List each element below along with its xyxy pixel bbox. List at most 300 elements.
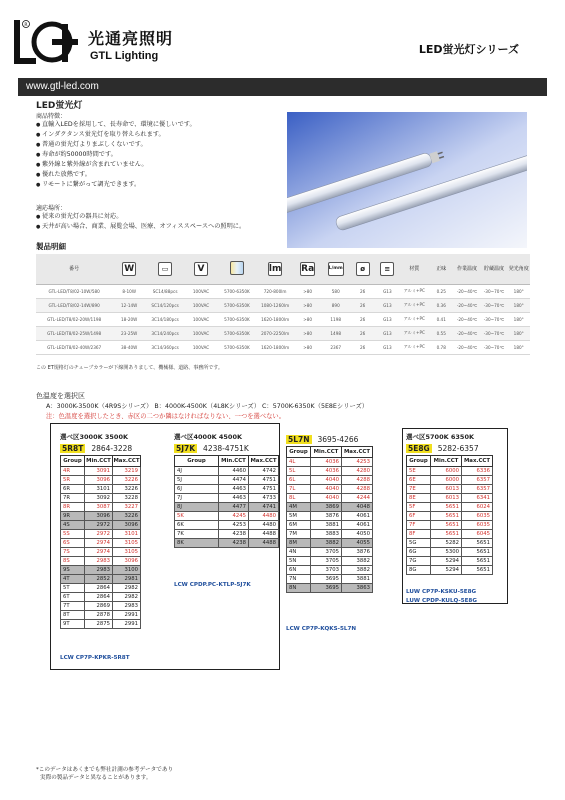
cct-cell: 3096 [113,521,141,530]
cct-cell: 3695 [311,575,342,584]
spec-cell: 12-14W [112,298,146,312]
cct-cell: 2974 [85,539,113,548]
spec-cell: -30~70℃ [481,326,508,340]
cct-cell: 2972 [85,521,113,530]
cct-row [61,503,141,512]
spec-cell: 0.55 [429,326,454,340]
color-temp-title: 色温度を選択区 [36,392,85,400]
cct-cell: 6035 [462,512,493,521]
part-number: LCW CP7P-KQKS-5L7N [286,626,357,632]
cct-cell: 4T [61,575,85,584]
cct-cell: 5651 [431,530,462,539]
cct-cell: 4238 [219,530,249,539]
cct-cell: 6000 [431,467,462,476]
cct-row [287,557,373,566]
cct-header-cell: Group [287,447,311,458]
cct-cell: 8M [287,539,311,548]
spec-cell: 100VAC [184,298,218,312]
spec-cell: 3C14/360pcs [146,340,184,354]
cct-block-5e8g [406,432,493,575]
header-beam-angle: 発光角度 [507,254,530,284]
cct-row [287,476,373,485]
cct-header-cell: Group [61,456,85,467]
spec-cell: -30~70℃ [481,284,508,298]
cct-cell: 6035 [462,521,493,530]
spec-cell: -20~40℃ [454,340,481,354]
cct-header-cell: Min.CCT [431,456,462,467]
cct-cell: 2982 [113,584,141,593]
spec-row [36,298,530,312]
cct-row [407,467,493,476]
spec-cell: 8-10W [112,284,146,298]
cct-row [407,494,493,503]
cct-cell: 4048 [342,503,373,512]
bin-code: 5J7K [176,444,196,453]
spec-cell: 5700-6350K [218,298,256,312]
cct-cell: 4R [61,467,85,476]
cct-cell: 2991 [113,611,141,620]
cct-cell: 8J [175,503,219,512]
spec-cell: 26 [350,326,375,340]
cct-cell: 4245 [219,512,249,521]
cct-cell: 8G [407,566,431,575]
lumen-icon: lm [268,263,282,274]
cct-cell: 5651 [462,539,493,548]
led-chip-icon: ▭ [158,262,172,276]
cct-header-row [407,456,493,467]
cct-cell: 5F [407,503,431,512]
spec-cell: 5700-6350K [218,340,256,354]
cct-row [287,575,373,584]
cct-cell: 9R [61,512,85,521]
cct-cell: 5294 [431,566,462,575]
cct-cell: 3228 [113,494,141,503]
spec-cell: アルミ+PC [400,312,429,326]
spec-cell: SC14/88pcs [146,284,184,298]
cct-cell: 4742 [249,467,279,476]
spec-cell: >80 [294,298,321,312]
cct-header-row [175,456,279,467]
color-temp-options: A：3000K-3500K（4R9Sシリーズ） B：4000K-4500K（4L8Kシリーズ） C：5700K-6350K（5E8Eシリーズ） [46,403,369,410]
footer-line: 実際の製品データと異なることがあります。 [40,775,152,781]
cct-cell: 3092 [85,494,113,503]
cct-cell: 7T [61,602,85,611]
cct-row [287,584,373,593]
cct-cell: 4463 [219,494,249,503]
cct-cell: 3096 [85,512,113,521]
spec-cell: 3C14/240pcs [146,326,184,340]
wattage-icon: W [122,262,136,276]
cct-cell: 4280 [342,467,373,476]
cct-row [175,530,279,539]
cct-row [61,584,141,593]
cct-table [286,446,373,593]
cct-cell: 3101 [113,530,141,539]
cct-cell: 4036 [311,467,342,476]
cct-cell: 6M [287,521,311,530]
cct-cell: 7R [61,494,85,503]
cct-cell: 3869 [311,503,342,512]
diameter-icon: ø [356,262,370,276]
cct-row [287,467,373,476]
spec-cell: アルミ+PC [400,340,429,354]
cct-cell: 2983 [113,602,141,611]
cct-cell: 5E [407,467,431,476]
part-number: LUW CPDP-KULQ-5E8G [406,598,477,604]
cct-cell: 3226 [113,512,141,521]
cct-cell: 6013 [431,485,462,494]
cct-cell: 7L [287,485,311,494]
features-title: 商品特徴： [36,113,67,120]
cct-row [287,458,373,467]
cct-header-cell: Max.CCT [249,456,279,467]
cct-cell: 5651 [462,557,493,566]
spec-cell: 100VAC [184,326,218,340]
cct-cell: 9S [61,566,85,575]
feature-item: ● 紫外線と紫外線が含まれていません。 [36,160,196,170]
cct-cell: 5294 [431,557,462,566]
cct-header-cell: Min.CCT [85,456,113,467]
cct-cell: 3087 [85,503,113,512]
cct-cell: 6G [407,548,431,557]
cct-cell: 5K [175,512,219,521]
cct-cell: 8S [61,557,85,566]
spec-cell: 5700-6350K [218,326,256,340]
spec-cell: 180° [507,312,530,326]
cct-cell: 4460 [219,467,249,476]
cct-cell: 4M [287,503,311,512]
spec-cell: 0.25 [429,284,454,298]
cct-cell: 6T [61,593,85,602]
cct-row [61,476,141,485]
cct-cell: 7K [175,530,219,539]
spec-cell: 1620-1800lm [256,340,294,354]
cct-cell: 7F [407,521,431,530]
spec-table [36,254,530,355]
spec-header-row [36,254,530,284]
cct-cell: 3705 [311,557,342,566]
cct-cell: 5M [287,512,311,521]
cct-cell: 7S [61,548,85,557]
spec-cell: G13 [375,312,400,326]
cct-cell: 3881 [342,575,373,584]
cct-cell: 5L [287,467,311,476]
cct-row [61,467,141,476]
spec-cell: 180° [507,340,530,354]
cct-cell: 4477 [219,503,249,512]
cct-cell: 7J [175,494,219,503]
cct-row [175,485,279,494]
application-item: ● 天井が高い場合、商業、展覧会場、医療、オフィススペースへの照明に。 [36,222,245,232]
spec-cell: 18-20W [112,312,146,326]
cct-header-cell: Group [175,456,219,467]
cct-row [407,530,493,539]
header-net-weight: 正味 [429,254,454,284]
cct-cell: 6N [287,566,311,575]
cct-cell: 4751 [249,476,279,485]
cct-row [287,512,373,521]
cct-cell: 3705 [311,548,342,557]
spec-cell: アルミ+PC [400,298,429,312]
header-material: 材質 [400,254,429,284]
cct-cell: 3219 [113,467,141,476]
cct-row [407,476,493,485]
cct-cell: 4244 [342,494,373,503]
cct-header-cell: Min.CCT [311,447,342,458]
cct-block-5r8t [60,432,141,629]
cct-cell: 4S [61,521,85,530]
spec-cell: G13 [375,284,400,298]
cct-cell: 5T [61,584,85,593]
spec-cell: -20~40℃ [454,284,481,298]
spec-cell: 38-40W [112,340,146,354]
cct-cell: 7G [407,557,431,566]
cct-cell: 2875 [85,620,113,629]
length-icon: L/mm [328,262,344,276]
cct-cell: 2878 [85,611,113,620]
spec-cell: 580 [321,284,350,298]
led-tube-photo [287,112,527,248]
spec-cell: 26 [350,284,375,298]
spec-cell: GTL-LED/T8/02-40W/2367 [36,340,112,354]
spec-cell: 0.78 [429,340,454,354]
cct-row [61,512,141,521]
cct-cell: 4040 [311,494,342,503]
cct-cell: 4288 [342,476,373,485]
cct-cell: 3091 [85,467,113,476]
cct-cell: 2864 [85,593,113,602]
voltage-icon: V [194,262,208,276]
feature-item: ● リモートに繋がって調光できます。 [36,180,196,190]
cct-cell: 2983 [85,566,113,575]
part-number: LCW CPDP.PC-KTLP-5J7K [174,582,251,588]
spec-cell: 720-800lm [256,284,294,298]
cct-block-heading [406,444,493,453]
cct-cell: 2983 [85,557,113,566]
cct-header-cell: Max.CCT [113,456,141,467]
spec-cell: -20~40℃ [454,326,481,340]
cct-cell: 4238 [219,539,249,548]
cct-table [406,455,493,575]
cct-cell: 2981 [113,575,141,584]
cct-cell: 3882 [311,539,342,548]
spec-cell: 1080-1260lm [256,298,294,312]
spec-cell: >80 [294,284,321,298]
spec-cell: 26 [350,340,375,354]
spec-cell: アルミ+PC [400,326,429,340]
color-spectrum-icon [230,261,244,275]
cct-cell: 6013 [431,494,462,503]
cct-row [61,566,141,575]
cct-cell: 8K [175,539,219,548]
cct-cell: 4253 [219,521,249,530]
cct-row [61,530,141,539]
cct-cell: 3096 [85,476,113,485]
cct-cell: 4474 [219,476,249,485]
cct-row [175,476,279,485]
svg-text:R: R [24,23,28,28]
cct-cell: 6357 [462,485,493,494]
cct-cell: 4488 [249,539,279,548]
cct-cell: 4J [175,467,219,476]
spec-cell: 0.41 [429,312,454,326]
spec-cell: GTL-LED/T8/02-20W/1198 [36,312,112,326]
applications-list [36,212,245,232]
bin-code: 5L7N [288,435,310,444]
features-list [36,120,196,190]
cct-row [61,521,141,530]
footer-note [36,766,173,782]
cct-cell: 5N [287,557,311,566]
spec-cell: G13 [375,326,400,340]
cct-table [60,455,141,629]
cct-row [287,494,373,503]
cct-cell: 3703 [311,566,342,575]
cct-cell: 5R [61,476,85,485]
spec-cell: -30~70℃ [481,340,508,354]
cct-cell: 4036 [311,458,342,467]
bin-range: 5282-6357 [437,444,479,453]
cct-block-label: 選べ区4000K 4500K [174,433,243,441]
spec-cell: -20~40℃ [454,298,481,312]
spec-cell: 180° [507,326,530,340]
cct-cell: 4288 [342,485,373,494]
cct-cell: 9T [61,620,85,629]
cct-row [287,521,373,530]
cct-cell: 5651 [431,503,462,512]
spec-cell: 1198 [321,312,350,326]
cct-row [61,620,141,629]
spec-cell: 100VAC [184,312,218,326]
cct-cell: 6J [175,485,219,494]
cct-cell: 6F [407,512,431,521]
spec-cell: 2070-2250lm [256,326,294,340]
website-link[interactable]: www.gtl-led.com [26,81,99,92]
website-banner [18,78,547,96]
bin-range: 2864-3228 [91,444,133,453]
header-model: 番号 [36,254,112,284]
spec-cell: 180° [507,284,530,298]
cct-row [407,521,493,530]
cct-row [175,539,279,548]
cct-header-cell: Group [407,456,431,467]
cct-cell: 3096 [113,557,141,566]
cct-cell: 4253 [342,458,373,467]
cct-row [61,557,141,566]
cct-block-5j7k [174,432,279,548]
cct-row [287,566,373,575]
cct-cell: 3101 [85,485,113,494]
cct-cell: 4050 [342,530,373,539]
bin-range: 4238-4751K [203,444,249,453]
cct-cell: 7E [407,485,431,494]
cct-block-label: 選べ区5700K 6350K [406,433,475,441]
spec-cell: GTL-LED/T8/02-10W/580 [36,284,112,298]
cct-row [61,539,141,548]
cct-cell: 3882 [342,557,373,566]
spec-body [36,284,530,354]
cct-cell: 3226 [113,476,141,485]
cct-cell: 2991 [113,620,141,629]
cct-cell: 4751 [249,485,279,494]
cct-row [175,521,279,530]
application-item: ● 従来の蛍光灯の器具に対応。 [36,212,245,222]
cct-block-label: 選べ区3000K 3500K [60,433,129,441]
cct-cell: 3227 [113,503,141,512]
spec-cell: 23-25W [112,326,146,340]
spec-cell: -30~70℃ [481,298,508,312]
cct-cell: 8E [407,494,431,503]
cct-cell: 4733 [249,494,279,503]
cct-cell: 6045 [462,530,493,539]
cct-row [61,593,141,602]
spec-cell: -20~40℃ [454,312,481,326]
spec-cell: 3C14/180pcs [146,312,184,326]
cct-cell: 3876 [311,512,342,521]
cct-cell: 2852 [85,575,113,584]
cct-row [61,485,141,494]
cct-row [407,503,493,512]
spec-cell: G13 [375,340,400,354]
spec-cell: 100VAC [184,284,218,298]
color-temp-warning: 注：色温度を選択したとき、赤区の二つか隣はなければなりない、一つを選べない。 [46,413,286,420]
cct-cell: 8F [407,530,431,539]
cct-header-row [61,456,141,467]
cct-cell: 3105 [113,539,141,548]
cct-row [407,548,493,557]
spec-cell: 0.36 [429,298,454,312]
cct-cell: 3105 [113,548,141,557]
cct-row [407,557,493,566]
cct-cell: 5651 [431,521,462,530]
cct-cell: 5J [175,476,219,485]
cct-cell: 5651 [431,512,462,521]
spec-cell: 5700-6350K [218,284,256,298]
spec-cell: >80 [294,326,321,340]
cct-cell: 3882 [342,566,373,575]
spec-cell: 1620-1800lm [256,312,294,326]
gtl-logo [12,18,82,66]
part-number: LUW CP7P-KSKU-5E8G [406,589,477,595]
cct-cell: 2974 [85,548,113,557]
cct-row [175,512,279,521]
cct-row [175,494,279,503]
spec-cell: 100VAC [184,340,218,354]
spec-note: この ET規格灯のチューブカラーが下線開ありまして、機械様、道路、事務所です。 [36,365,223,371]
bin-range: 3695-4266 [317,435,359,444]
cct-cell: 4480 [249,521,279,530]
cct-cell: 6024 [462,503,493,512]
spec-cell: 890 [321,298,350,312]
cct-cell: 6S [61,539,85,548]
cct-cell: 3876 [342,548,373,557]
series-title: LED蛍光灯シリーズ [418,43,519,56]
spec-row [36,284,530,298]
feature-item: ● インダクタンス蛍光灯を取り替えられます。 [36,130,196,140]
cct-row [61,575,141,584]
brand-name-en: GTL Lighting [90,50,159,62]
cct-cell: 4040 [311,476,342,485]
cct-cell: 2972 [85,530,113,539]
cct-header-cell: Max.CCT [342,447,373,458]
spec-cell: 2367 [321,340,350,354]
cct-row [175,467,279,476]
cct-row [61,548,141,557]
spec-cell: SC14/120pcs [146,298,184,312]
spec-cell: G13 [375,298,400,312]
spec-cell: 26 [350,298,375,312]
cct-cell: 6336 [462,467,493,476]
